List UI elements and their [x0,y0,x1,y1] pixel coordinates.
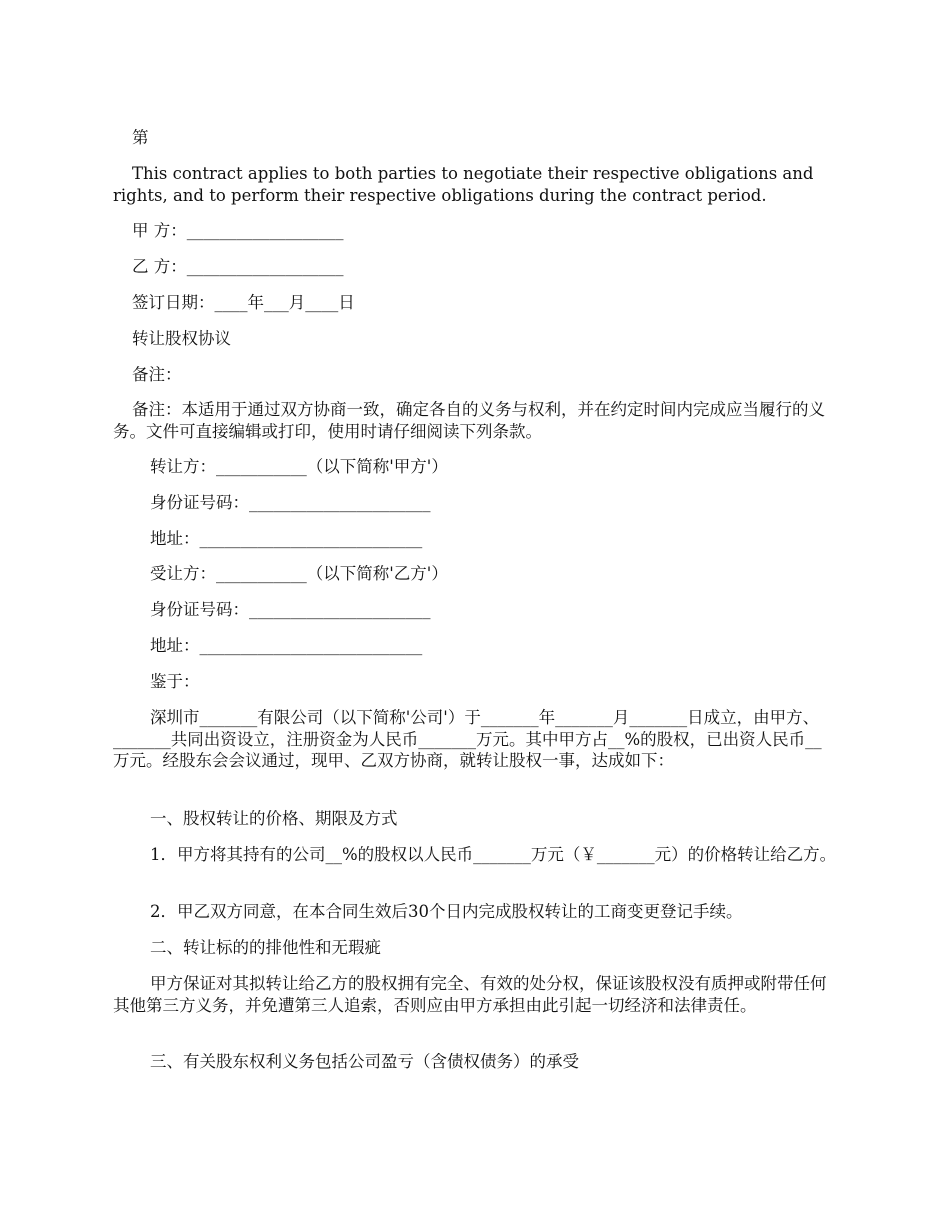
remark-paragraph: 备注：本适用于通过双方协商一致，确定各自的义务与权利，并在约定时间内完成应当履行的义务。文件可直接编辑或打印，使用时请仔细阅读下列条款。 [113,400,825,441]
section-2-paragraph: 甲方保证对其拟转让给乙方的股权拥有完全、有效的处分权，保证该股权没有质押或附带任何其他第三方义务，并免遭第三人追索，否则应由甲方承担由此引起一切经济和法律责任。 [113,974,827,1015]
section-1-title: 一、股权转让的价格、期限及方式 [150,809,398,828]
intro-paragraph-en: This contract applies to both parties to negotiate their respective obligations and rights, and to perform their respective obligations during the contract period. [113,164,814,205]
transferee-id-line: 身份证号码：______________________ [150,600,431,619]
whereas-label: 鉴于： [150,672,200,691]
transferor-line: 转让方：___________（以下简称'甲方'） [150,457,448,476]
agreement-title: 转让股权协议 [132,329,231,348]
section-2-title: 二、转让标的的排他性和无瑕疵 [150,938,381,957]
transferee-line: 受让方：___________（以下简称'乙方'） [150,564,448,583]
transferor-id-line: 身份证号码：______________________ [150,493,431,512]
section-3-title: 三、有关股东权利义务包括公司盈亏（含债权债务）的承受 [150,1052,579,1071]
party-b-line: 乙 方：___________________ [132,257,344,276]
section-1-item-1: 1．甲方将其持有的公司__%的股权以人民币_______万元（￥_______元）的价格转让给乙方。 [150,845,837,864]
doc-heading: 第 [132,128,149,147]
transferor-address-line: 地址：___________________________ [150,529,423,548]
party-a-line: 甲 方：___________________ [132,221,344,240]
section-1-item-2: 2．甲乙双方同意，在本合同生效后30个日内完成股权转让的工商变更登记手续。 [150,902,743,921]
sign-date-line: 签订日期：____年___月____日 [132,293,355,312]
transferee-address-line: 地址：___________________________ [150,636,423,655]
remark-label: 备注： [132,365,182,384]
whereas-paragraph: 深圳市_______有限公司（以下简称'公司'）于_______年_______月_______日成立，由甲方、_______共同出资设立，注册资金为人民币_______万元。其中甲方占__%的股权，已出资人民币__万元。经股东会会议通过，现甲、乙双方协商，就转让股权一事，达成如下： [113,708,822,770]
